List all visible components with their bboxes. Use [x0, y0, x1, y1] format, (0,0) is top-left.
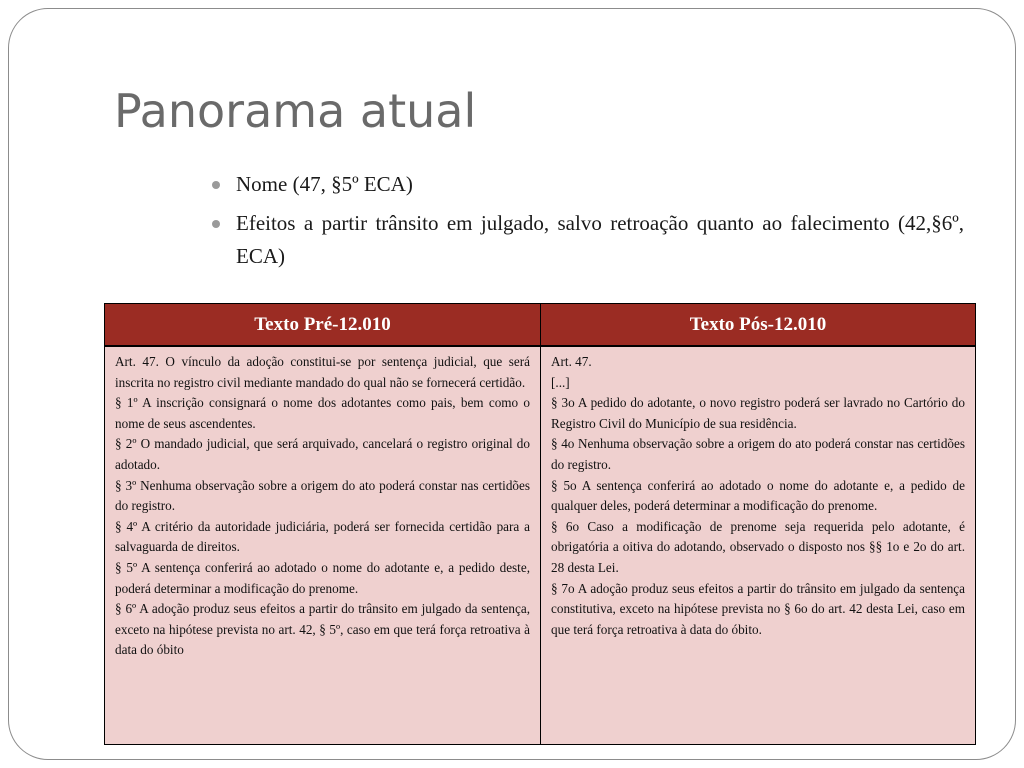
paragraph-pre: § 6º A adoção produz seus efeitos a partir do trânsito em julgado da sentença, exceto na hipótese prevista no art. 42, § 5º, caso em que terá força retroativa à data do óbito	[115, 601, 530, 658]
bullet-item	[212, 168, 964, 201]
bullet-icon	[212, 220, 220, 228]
bullet-item	[212, 207, 964, 273]
slide-title: Panorama atual	[114, 84, 477, 138]
cell-pre	[105, 346, 541, 745]
table-header-row	[105, 304, 976, 347]
header-pre: Texto Pré-12.010	[105, 304, 541, 347]
table-row	[105, 346, 976, 745]
paragraph-pos: § 5o A sentença conferirá ao adotado o nome do adotante e, a pedido de qualquer deles, poderá determinar a modificação do prenome.	[551, 477, 965, 514]
paragraph-pos: § 6o Caso a modificação de prenome seja requerida pelo adotante, é obrigatória a oitiva do adotando, observado o disposto nos §§ 1o e 2o do art. 28 desta Lei.	[551, 518, 965, 575]
header-pos: Texto Pós-12.010	[541, 304, 976, 347]
cell-pos	[541, 346, 976, 745]
paragraph-pre: Art. 47. O vínculo da adoção constitui-se por sentença judicial, que será inscrita no registro civil mediante mandado do qual não se fornecerá certidão.	[115, 354, 530, 390]
paragraph-pre: § 5º A sentença conferirá ao adotado o nome do adotante e, a pedido deste, poderá determinar a modificação do prenome.	[115, 559, 530, 596]
bullet-list	[212, 168, 964, 279]
bullet-text: Efeitos a partir trânsito em julgado, salvo retroação quanto ao falecimento (42,§6º, ECA)	[236, 211, 964, 268]
paragraph-pre: § 4º A critério da autoridade judiciária, poderá ser fornecida certidão para a salvaguarda de direitos.	[115, 518, 530, 555]
paragraph-pos: [...]	[551, 374, 570, 390]
paragraph-pos: § 4o Nenhuma observação sobre a origem do ato poderá constar nas certidões do registro.	[551, 436, 965, 472]
paragraph-pos: Art. 47.	[551, 354, 592, 369]
comparison-table	[104, 303, 976, 745]
bullet-icon	[212, 181, 220, 189]
paragraph-pos: § 3o A pedido do adotante, o novo registro poderá ser lavrado no Cartório do Registro Civil do Município de sua residência.	[551, 395, 965, 431]
paragraph-pre: § 3º Nenhuma observação sobre a origem do ato poderá constar nas certidões do registro.	[115, 477, 530, 514]
paragraph-pre: § 1º A inscrição consignará o nome dos adotantes como pais, bem como o nome de seus ascendentes.	[115, 395, 530, 431]
paragraph-pos: § 7o A adoção produz seus efeitos a partir do trânsito em julgado da sentença constitutiva, exceto na hipótese prevista no § 6o do art. 42 desta Lei, caso em que terá força retroativa à data do óbito.	[551, 580, 965, 637]
paragraph-pre: § 2º O mandado judicial, que será arquivado, cancelará o registro original do adotado.	[115, 436, 530, 472]
bullet-text: Nome (47, §5º ECA)	[236, 172, 413, 196]
